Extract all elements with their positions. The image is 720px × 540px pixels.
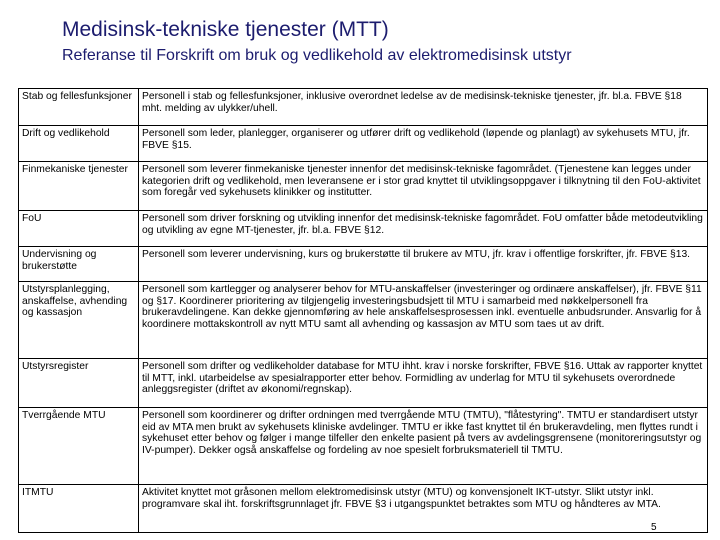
slide-title: Medisinsk-tekniske tjenester (MTT) — [62, 18, 389, 41]
row-description: Personell i stab og fellesfunksjoner, inklusive overordnet ledelse av de medisinsk-tekniske tjenester, jfr. bl.a. FBVE §18 mht. melding av ulykker/uhell. — [139, 89, 708, 126]
row-term: Drift og vedlikehold — [19, 126, 139, 162]
table-row — [19, 162, 708, 211]
row-description: Aktivitet knyttet mot gråsonen mellom elektromedisinsk utstyr (MTU) og konvensjonelt IKT-utstyr. Slikt utstyr inkl. programvare skal iht. forskriftsgrunnlaget jfr. FBVE §3 i utgangspunktet betraktes som MTU og håndteres av MTA. — [139, 485, 708, 533]
row-term: FoU — [19, 211, 139, 247]
row-description: Personell som kartlegger og analyserer behov for MTU-anskaffelser (investeringer og ordinære anskaffelser), jfr. FBVE §11 og §17. Koordinerer prioritering av tilgjengelig investeringsbudsjett til MTU i samarbeid med nøkkelpersonell fra brukeravdelingene. Kan dekke gjennomføring av hele anskaffelsesprosessen inkl. eventuelle anbudsrunder. Ansvarlig for å koordinere mottakskontroll av nytt MTU samt all avhending og kassasjon av MTU som taes ut av drift. — [139, 282, 708, 359]
row-description: Personell som leverer finmekaniske tjenester innenfor det medisinsk-tekniske fagområdet. (Tjenestene kan legges under kategorien drift og vedlikehold, men leveransene er i stor grad knyttet til utviklingsoppgaver i tilknytning til den FoU-aktivitet som foregår ved sykehusets klinikker og institutter. — [139, 162, 708, 211]
row-description: Personell som leverer undervisning, kurs og brukerstøtte til brukere av MTU, jfr. krav i offentlige forskrifter, jfr. FBVE §13. — [139, 247, 708, 282]
services-table — [18, 88, 708, 533]
row-term: Stab og fellesfunksjoner — [19, 89, 139, 126]
slide-subtitle: Referanse til Forskrift om bruk og vedlikehold av elektromedisinsk utstyr — [62, 47, 572, 64]
row-term: ITMTU — [19, 485, 139, 533]
row-term: Finmekaniske tjenester — [19, 162, 139, 211]
row-description: Personell som leder, planlegger, organiserer og utfører drift og vedlikehold (løpende og planlagt) av sykehusets MTU, jfr. FBVE §15. — [139, 126, 708, 162]
table-row — [19, 408, 708, 485]
row-description: Personell som koordinerer og drifter ordningen med tverrgående MTU (TMTU), "flåtestyring". TMTU er standardisert utstyr eid av MTA men brukt av sykehusets kliniske avdelinger. TMTU er ikke fast knyttet til én brukeravdeling, men flyttes rundt i sykehuset etter behov og følger i mange tilfeller den enkelte pasient på tvers av avdelingsgrensene (monitoreringsutstyr og IV-pumper). Dekker også anskaffelse og fordeling av noe spesielt forbruksmateriell til TMTU. — [139, 408, 708, 485]
row-description: Personell som driver forskning og utvikling innenfor det medisinsk-tekniske fagområdet. FoU omfatter både metodeutvikling og utvikling av egne MT-tjenester, jfr. bl.a. FBVE §12. — [139, 211, 708, 247]
table-row — [19, 89, 708, 126]
row-term: Tverrgående MTU — [19, 408, 139, 485]
table-row — [19, 485, 708, 533]
page-number: 5 — [651, 522, 657, 533]
table-row — [19, 126, 708, 162]
row-term: Utstyrsplanlegging, anskaffelse, avhending og kassasjon — [19, 282, 139, 359]
table-row — [19, 282, 708, 359]
table-row — [19, 359, 708, 408]
row-term: Utstyrsregister — [19, 359, 139, 408]
row-description: Personell som drifter og vedlikeholder database for MTU ihht. krav i norske forskrifter, FBVE §16. Uttak av rapporter knyttet til MTT, inkl. utarbeidelse av spesialrapporter etter behov. Formidling av underlag for MTU til sykehusets overordnede anleggsregister (driftet av økonomi/regnskap). — [139, 359, 708, 408]
table-row — [19, 247, 708, 282]
table-row — [19, 211, 708, 247]
row-term: Undervisning og brukerstøtte — [19, 247, 139, 282]
